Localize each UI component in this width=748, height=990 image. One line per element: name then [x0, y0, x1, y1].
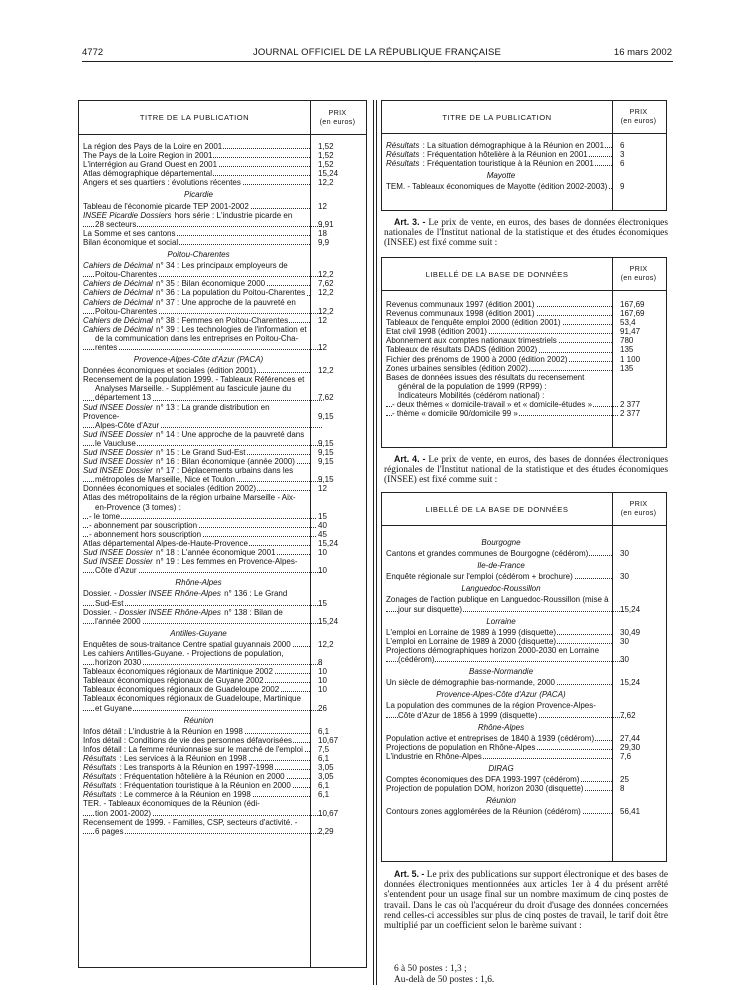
row-label: Cahiers de Décimal n° 38 : Femmes en Poitou-Charentes	[83, 315, 289, 325]
section-heading: Mayotte	[486, 171, 516, 181]
table-body	[386, 535, 666, 816]
col-price-header: PRIX (en euros)	[620, 107, 657, 125]
row-label: Indicateurs Mobilités (cédérom national) :	[398, 390, 545, 400]
row-label: INSEE Picardie Dossiers hors série : L'industrie picarde en	[83, 210, 293, 220]
row-label: Cahiers de Décimal n° 35 : Bilan économique 2000	[83, 279, 266, 289]
row-label: Angers et ses quartiers : évolutions récentes	[83, 178, 241, 188]
table-row	[83, 772, 366, 781]
header-rule	[82, 61, 673, 62]
row-label: Cahiers de Décimal n° 34 : Les principaux employeurs de	[83, 261, 288, 271]
row-price: 7,6	[620, 751, 632, 761]
row-label: de la communication dans les entreprises en Poitou-Cha-	[95, 333, 299, 343]
row-price: 9,15	[318, 411, 334, 421]
row-price: 29,30	[620, 742, 641, 752]
table-row	[386, 549, 666, 558]
regional-databases-table	[381, 492, 667, 862]
row-label: Résultats : Fréquentation hôtelière à la Réunion en 2000	[83, 772, 285, 782]
row-label: TEM. - Tableaux économiques de Mayotte (édition 2002-2003)	[386, 182, 608, 192]
row-price: 12	[318, 315, 327, 325]
table-body	[386, 141, 666, 191]
article-5: Art. 5. - Le prix des publications sur support électronique et des bases de données électroniques mentionnées aux articles 1er à 4 du présent arrêté s'entendent pour un usage final sur un nombre maximum de cinq postes de travail. Dans le cas où l'acquéreur du droit d'usage des données concernées rend celles-ci accessibles sur plus de cinq postes de travail, le tarif doit être multiplié par un coefficient selon le barème suivant :	[384, 869, 668, 932]
row-price: 9,15	[318, 457, 334, 467]
table-row	[83, 512, 366, 521]
row-label: jour sur disquette)	[398, 604, 463, 614]
row-label: Bases de données issues des résultats du recensement	[386, 372, 585, 382]
table-row	[83, 667, 366, 676]
row-price: 30	[620, 549, 629, 559]
table-row	[83, 229, 366, 238]
table-row	[386, 345, 666, 354]
table-row	[83, 211, 366, 229]
col-price-header: PRIX (en euros)	[620, 264, 657, 282]
row-label: Résultats : Fréquentation touristique à la Réunion en 2000	[83, 781, 291, 791]
row-label: 6 pages	[95, 826, 124, 836]
row-price: 25	[620, 775, 629, 785]
row-label: Cahiers de Décimal n° 37 : Une approche de la pauvreté en	[83, 297, 296, 307]
table-row	[83, 763, 366, 772]
table-row	[83, 316, 366, 325]
row-label: Sud INSEE Dossier n° 15 : Le Grand Sud-Est	[83, 448, 246, 457]
row-label: - deux thèmes « domicile-travail » et « domicile-études »	[392, 400, 593, 410]
table-row	[386, 637, 666, 646]
row-label: Enquêtes de sous-traitance Centre spatial guyannais 2000	[83, 639, 291, 649]
row-price: 9,15	[318, 438, 334, 448]
table-row	[83, 539, 366, 548]
table-row	[83, 298, 366, 316]
table-row	[83, 640, 366, 649]
row-price: 30,49	[620, 627, 641, 637]
table-row	[83, 288, 366, 297]
row-label: The Pays de la Loire Region in 2001	[83, 151, 213, 161]
row-label: Côte d'Azur de 1856 à 1999 (disquette)	[398, 710, 538, 720]
row-label: Projection de population DOM, horizon 2030 (disquette)	[386, 784, 584, 794]
row-label: Etat civil 1998 (édition 2001)	[386, 327, 487, 337]
row-price: 167,69	[620, 309, 645, 319]
row-price: 135	[620, 345, 634, 355]
row-price: 26	[318, 703, 327, 713]
table-row	[83, 448, 366, 457]
table-row	[83, 142, 366, 151]
row-label: Projections de population en Rhône-Alpes	[386, 742, 536, 752]
table-row	[386, 701, 666, 719]
table-row	[386, 373, 666, 400]
table-row	[83, 676, 366, 685]
row-price: 15,24	[620, 604, 641, 614]
table-row	[83, 521, 366, 530]
row-label: Sud INSEE Dossier n° 17 : Déplacements urbains dans les	[83, 466, 294, 476]
row-label: Enquête régionale sur l'emploi (cédérom + brochure)	[386, 572, 573, 582]
row-price: 1,52	[318, 151, 334, 161]
row-label: Infos détail : La femme réunionnaise sur le marché de l'emploi	[83, 744, 303, 754]
row-label: Résultats : Les transports à la Réunion en 1997-1998	[83, 763, 274, 773]
table-body	[386, 300, 666, 418]
row-price: 15,24	[318, 616, 339, 626]
row-label: Dossier. - Dossier INSEE Rhône-Alpes n° 136 : Le Grand	[83, 589, 288, 599]
table-row	[386, 336, 666, 345]
row-price: 12,2	[318, 366, 334, 376]
table-row	[83, 589, 366, 607]
page-date: 16 mars 2002	[613, 47, 672, 58]
table-header	[382, 101, 666, 134]
row-price: 18	[318, 228, 327, 238]
table-row	[386, 141, 666, 150]
section-heading: Provence-Alpes-Côte d'Azur (PACA)	[133, 355, 264, 365]
page-number: 4772	[82, 47, 104, 58]
table-row	[83, 261, 366, 279]
row-price: 12,2	[318, 270, 334, 280]
row-label: Côte d'Azur	[95, 566, 137, 576]
row-label: Dossier. - Dossier INSEE Rhône-Alpes n° 138 : Bilan de	[83, 607, 283, 617]
row-price: 27,44	[620, 733, 641, 743]
table-row	[83, 375, 366, 402]
row-price: 6	[620, 159, 625, 169]
table-row	[83, 530, 366, 539]
row-price: 30	[620, 636, 629, 646]
row-label: L'industrie en Rhône-Alpes	[386, 751, 482, 761]
col-title-header: TITRE DE LA PUBLICATION	[442, 112, 552, 122]
table-row	[83, 790, 366, 799]
table-body	[83, 142, 366, 836]
row-label: Population active et entreprises de 1840 à 1939 (cédérom)	[386, 733, 595, 743]
row-label: Fichier des prénoms de 1900 à 2000 (édition 2002)	[386, 354, 568, 364]
row-label: Revenus communaux 1998 (édition 2001)	[386, 309, 535, 319]
row-price: 8	[620, 784, 625, 794]
row-label: Cantons et grandes communes de Bourgogne (cédérom)	[386, 549, 589, 559]
row-price: 7,62	[318, 393, 334, 403]
row-label: L'interrégion au Grand Ouest en 2001	[83, 160, 218, 170]
section-heading: Basse-Normandie	[468, 667, 534, 677]
row-price: 91,47	[620, 327, 641, 337]
row-price: 12,2	[318, 639, 334, 649]
row-label: Atlas démographique départemental	[83, 169, 212, 179]
table-row	[83, 279, 366, 288]
row-price: 167,69	[620, 300, 645, 309]
table-row	[83, 781, 366, 790]
table-row	[386, 409, 666, 418]
row-label: - le tome	[89, 511, 121, 521]
row-label: Tableaux économiques régionaux de Guadeloupe 2002	[83, 685, 280, 695]
row-price: 15	[318, 511, 327, 521]
row-label: - abonnement hors souscription	[89, 529, 202, 539]
section-heading: Antilles-Guyane	[170, 628, 227, 638]
row-price: 135	[620, 363, 634, 373]
row-label: Données économiques et sociales (édition 2001)	[83, 366, 256, 376]
table-row	[386, 775, 666, 784]
row-label: Infos détail : Conditions de vie des personnes défavorisées	[83, 735, 293, 745]
row-label: Sud INSEE Dossier n° 18 : L'année économique 2001	[83, 548, 276, 558]
table-row	[83, 727, 366, 736]
publications-table-left	[78, 100, 367, 968]
row-price: 30	[620, 655, 629, 665]
row-label: le Vaucluse	[95, 438, 136, 448]
row-price: 12,2	[318, 178, 334, 188]
row-price: 7,62	[620, 710, 636, 720]
row-label: L'emploi en Lorraine de 1989 à 1999 (disquette)	[386, 627, 557, 637]
row-label: Tableaux économiques régionaux de Martinique 2002	[83, 667, 273, 677]
row-label: Poitou-Charentes	[95, 270, 158, 280]
table-row	[83, 608, 366, 626]
national-databases-table	[381, 257, 667, 448]
table-row	[386, 327, 666, 336]
row-label: Atlas départemental Alpes-de-Haute-Provence	[83, 538, 248, 548]
table-row	[83, 178, 366, 187]
row-price: 2 377	[620, 409, 641, 419]
section-heading: DIRAG	[488, 763, 514, 773]
row-price: 6	[620, 141, 625, 150]
publications-table-right	[381, 100, 667, 211]
row-price: 12,2	[318, 306, 334, 316]
table-row	[83, 457, 366, 466]
row-price: 10,67	[318, 808, 339, 818]
row-label: Atlas des métropolitains de la région urbaine Marseille - Aix-	[83, 493, 296, 503]
row-label: - thème « domicile 90/domicile 99 »	[392, 409, 518, 419]
row-label: Résultats : La situation démographique à la Réunion en 2001	[386, 141, 605, 150]
row-price: 15	[318, 598, 327, 608]
col-price-header: PRIX (en euros)	[319, 107, 356, 126]
table-row	[83, 366, 366, 375]
row-price: 8	[318, 658, 323, 668]
row-label: Contours zones agglomérées de la Réunion (cédérom)	[386, 807, 581, 817]
row-price: 3,05	[318, 763, 334, 773]
row-price: 10,67	[318, 735, 339, 745]
table-row	[386, 807, 666, 816]
row-label: Bilan économique et social	[83, 237, 179, 247]
col-price-header: PRIX (en euros)	[620, 499, 657, 517]
table-row	[386, 355, 666, 364]
table-header	[79, 101, 366, 135]
row-price: 9,15	[318, 448, 334, 457]
row-price: 56,41	[620, 807, 641, 817]
row-label: Tableaux de l'enquête emploi 2000 (édition 2001)	[386, 318, 561, 328]
section-heading: Provence-Alpes-Côte d'Azur (PACA)	[436, 690, 566, 700]
row-label: Tableau de l'économie picarde TEP 2001-2002	[83, 201, 249, 211]
table-row	[83, 754, 366, 763]
row-label: Tableaux de résultats DADS (édition 2002)	[386, 345, 538, 355]
table-row	[83, 818, 366, 836]
row-label: département 13	[95, 393, 152, 403]
row-price: 10	[318, 667, 327, 677]
row-price: 10	[318, 676, 327, 686]
row-label: Analyses Marseille. - Supplément au fascicule jaune du	[95, 384, 292, 394]
section-heading: Ile-de-France	[477, 561, 525, 571]
row-price: 1,52	[318, 160, 334, 170]
section-heading: Languedoc-Roussillon	[461, 584, 541, 594]
row-price: 10	[318, 566, 327, 576]
row-price: 30	[620, 572, 629, 582]
row-label: Comptes économiques des DFA 1993-1997 (cédérom)	[386, 775, 580, 785]
row-price: 10	[318, 548, 327, 558]
row-price: 9,91	[318, 219, 334, 229]
row-label: Recensement de la population 1999. - Tableaux Références et	[83, 375, 305, 385]
row-label: métropoles de Marseille, Nice et Toulon	[95, 475, 235, 485]
row-label: Sud INSEE Dossier n° 16 : Bilan économique (année 2000)	[83, 457, 295, 467]
table-row	[83, 466, 366, 484]
col-title-header: LIBELLÉ DE LA BASE DE DONNÉES	[425, 504, 569, 514]
section-heading: Poitou-Charentes	[167, 250, 230, 260]
row-label: 28 secteurs	[95, 219, 137, 229]
row-price: 2,29	[318, 826, 334, 836]
section-heading: Bourgogne	[481, 538, 521, 547]
row-label: Sud-Est	[95, 598, 124, 608]
row-price: 15,24	[620, 678, 641, 688]
row-price: 1 100	[620, 354, 641, 364]
table-row	[386, 309, 666, 318]
table-row	[83, 694, 366, 712]
row-price: 7,5	[318, 744, 330, 754]
row-price: 3	[620, 150, 625, 160]
table-row	[83, 202, 366, 211]
table-row	[83, 799, 366, 817]
table-row	[83, 548, 366, 557]
table-row	[386, 678, 666, 687]
article-5-scale-1: 6 à 50 postes : 1,3 ;	[394, 964, 467, 974]
row-label: La région des Pays de la Loire en 2001	[83, 142, 223, 151]
row-label: Sud INSEE Dossier n° 14 : Une approche de la pauvreté dans	[83, 429, 305, 439]
table-row	[83, 325, 366, 352]
row-price: 9	[620, 182, 625, 192]
row-label: Un siècle de démographie bas-normande, 2000	[386, 678, 555, 688]
table-row	[386, 628, 666, 637]
col-title-header: LIBELLÉ DE LA BASE DE DONNÉES	[425, 269, 569, 279]
row-label: La population des communes de la région Provence-Alpes-	[386, 701, 596, 711]
row-price: 9,15	[318, 475, 334, 485]
table-row	[386, 743, 666, 752]
row-price: 1,52	[318, 142, 334, 151]
row-label: Les cahiers Antilles-Guyane. - Projections de population,	[83, 648, 284, 658]
table-row	[386, 572, 666, 581]
row-label: Alpes-Côte d'Azur	[95, 420, 160, 430]
row-label: L'emploi en Lorraine de 1989 à 2000 (disquette)	[386, 636, 557, 646]
table-row	[83, 160, 366, 169]
table-row	[83, 151, 366, 160]
table-row	[83, 745, 366, 754]
table-row	[83, 649, 366, 667]
row-price: 15,24	[318, 169, 339, 179]
row-label: l'année 2000	[95, 616, 141, 626]
table-header	[382, 493, 666, 526]
table-row	[83, 493, 366, 511]
row-label: Données économiques et sociales (édition 2002)	[83, 484, 256, 494]
table-row	[386, 400, 666, 409]
row-label: Projections démographiques horizon 2000-2030 en Lorraine	[386, 645, 600, 655]
row-label: Revenus communaux 1997 (édition 2001)	[386, 300, 535, 309]
row-label: Abonnement aux comptes nationaux trimestriels	[386, 336, 557, 346]
row-label: (cédérom)	[398, 655, 435, 665]
row-price: 12,2	[318, 288, 334, 298]
row-price: 45	[318, 529, 327, 539]
table-row	[386, 646, 666, 664]
row-price: 780	[620, 336, 634, 346]
table-header	[382, 258, 666, 291]
row-label: La Somme et ses cantons	[83, 228, 176, 238]
section-heading: Lorraine	[486, 616, 516, 626]
table-row	[83, 403, 366, 430]
row-label: Sud INSEE Dossier n° 13 : La grande distribution en Provence-	[83, 402, 270, 421]
table-row	[386, 595, 666, 613]
row-label: Résultats : Fréquentation hôtelière à la Réunion en 2001	[386, 150, 588, 160]
table-row	[83, 484, 366, 493]
row-label: rentes	[95, 342, 118, 352]
row-price: 12	[318, 342, 327, 352]
row-price: 40	[318, 520, 327, 530]
table-row	[386, 364, 666, 373]
row-label: Tableaux économiques régionaux de Guadeloupe, Martinique	[83, 694, 301, 704]
row-price: 6,1	[318, 790, 330, 800]
row-label: Poitou-Charentes	[95, 306, 158, 316]
table-row	[386, 159, 666, 168]
row-price: 6,1	[318, 781, 330, 791]
row-label: TER. - Tableaux économiques de la Réunion (édi-	[83, 799, 260, 809]
row-label: Résultats : Le commerce à la Réunion en 1998	[83, 790, 251, 800]
row-label: Cahiers de Décimal n° 36 : La population du Poitou-Charentes	[83, 288, 306, 298]
row-label: horizon 2030	[95, 658, 142, 668]
row-label: Zonages de l'action publique en Languedoc-Roussillon (mise à	[386, 595, 609, 605]
row-label: Résultats : Fréquentation touristique à la Réunion en 2001	[386, 159, 594, 169]
row-price: 6,1	[318, 726, 330, 736]
table-row	[83, 430, 366, 448]
table-row	[386, 182, 666, 191]
article-4: Art. 4. - Le prix de vente, en euros, des bases de données électroniques régionales de l'Institut national de la statistique et des études économiques (INSEE) est fixé comme suit :	[384, 454, 668, 486]
table-row	[386, 734, 666, 743]
page-header	[82, 47, 672, 61]
table-row	[83, 736, 366, 745]
row-label: Recensement de 1999. - Familles, CSP, secteurs d'activité. -	[83, 817, 298, 827]
table-row	[386, 318, 666, 327]
row-price: 9,9	[318, 237, 330, 247]
table-row	[386, 784, 666, 793]
table-row	[83, 557, 366, 575]
row-price: 12	[318, 201, 327, 211]
row-label: en-Provence (3 tomes) :	[95, 502, 181, 512]
section-heading: Réunion	[183, 715, 214, 725]
row-label: Résultats : Les services à la Réunion en 1998	[83, 754, 247, 763]
row-price: 3,05	[318, 772, 334, 782]
row-label: et Guyane	[95, 703, 132, 713]
row-price: 7,62	[318, 279, 334, 289]
table-row	[83, 238, 366, 247]
col-title-header: TITRE DE LA PUBLICATION	[139, 113, 250, 122]
row-price: 6,1	[318, 754, 330, 763]
article-3: Art. 3. - Le prix de vente, en euros, des bases de données électroniques nationales de l'Institut national de la statistique et des études économiques (INSEE) est fixé comme suit :	[384, 217, 668, 249]
row-price: 53,4	[620, 318, 636, 328]
table-row	[83, 169, 366, 178]
row-label: - abonnement par souscription	[89, 520, 198, 530]
section-heading: Rhône-Alpes	[477, 722, 525, 732]
row-price: 12	[318, 484, 327, 494]
row-label: tion 2001-2002)	[95, 808, 152, 818]
row-price: 10	[318, 685, 327, 695]
row-label: Tableaux économiques régionaux de Guyane 2002	[83, 676, 264, 686]
row-label: Cahiers de Décimal n° 39 : Les technologies de l'information et	[83, 324, 307, 334]
table-row	[386, 300, 666, 309]
row-label: Infos détail : L'industrie à la Réunion en 1998	[83, 726, 243, 736]
table-row	[386, 752, 666, 761]
journal-title: JOURNAL OFFICIEL DE LA RÉPUBLIQUE FRANÇAISE	[252, 47, 502, 58]
row-price: 2 377	[620, 400, 641, 410]
row-label: général de la population de 1999 (RP99) :	[398, 381, 547, 391]
article-5-scale-2: Au-delà de 50 postes : 1,6.	[394, 975, 495, 985]
row-label: Zones urbaines sensibles (édition 2002)	[386, 363, 528, 373]
row-price: 15,24	[318, 538, 339, 548]
row-label: Sud INSEE Dossier n° 19 : Les femmes en Provence-Alpes-	[83, 557, 298, 567]
table-row	[83, 685, 366, 694]
table-row	[386, 150, 666, 159]
section-heading: Réunion	[486, 796, 516, 806]
section-heading: Picardie	[184, 190, 213, 200]
section-heading: Rhône-Alpes	[175, 578, 222, 588]
